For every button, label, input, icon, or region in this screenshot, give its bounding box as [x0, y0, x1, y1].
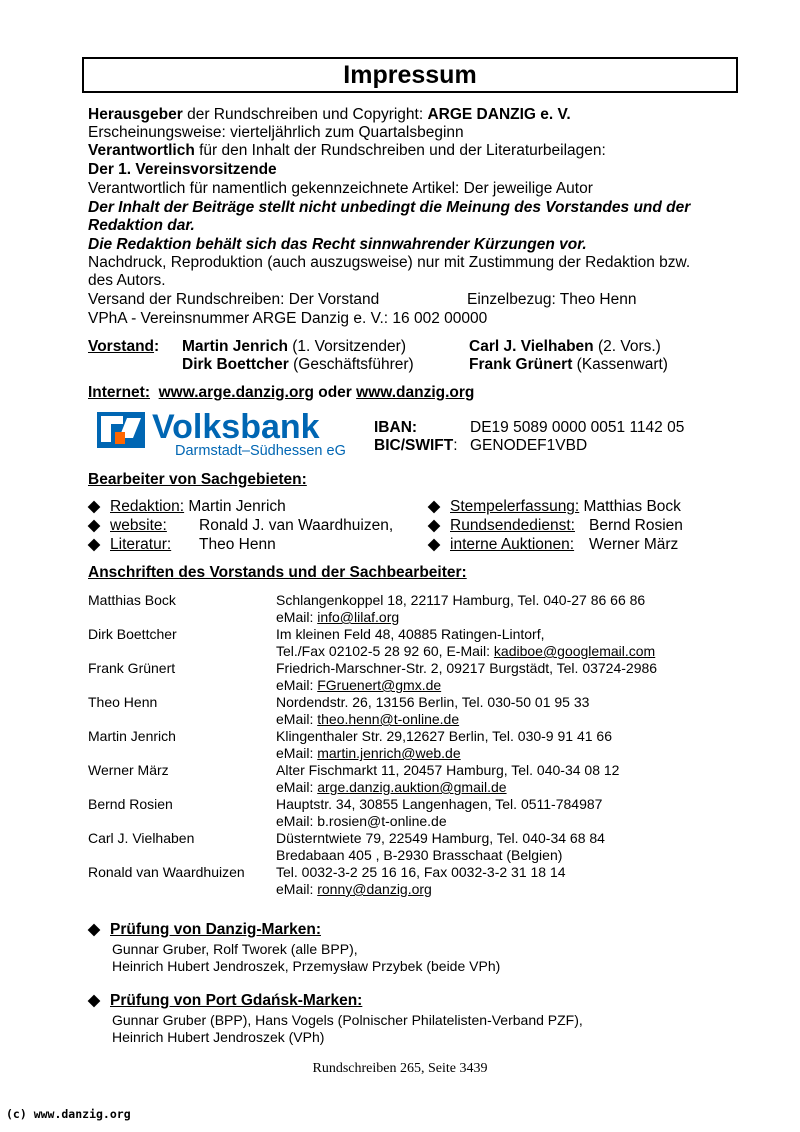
- email-link[interactable]: kadiboe@googlemail.com: [493, 643, 656, 659]
- disclaimer-line-1: Der Inhalt der Beiträge stellt nicht unbedingt die Meinung des Vorstandes und der: [88, 199, 691, 216]
- bearbeiter-heading: Bearbeiter von Sachgebieten:: [88, 471, 307, 488]
- address-name: Martin Jenrich: [88, 728, 176, 744]
- address-line-2: [276, 779, 507, 796]
- address-name: Theo Henn: [88, 694, 158, 710]
- bearbeiter-item: Literatur:: [88, 536, 171, 554]
- pruefung-gdansk-heading: Prüfung von Port Gdańsk-Marken:: [88, 992, 362, 1010]
- email-link[interactable]: ronny@danzig.org: [317, 881, 432, 897]
- address-name: Dirk Boettcher: [88, 626, 177, 642]
- author-line: Verantwortlich für namentlich gekennzeichnete Artikel: Der jeweilige Autor: [88, 180, 593, 197]
- responsible-line: [88, 142, 606, 160]
- address-line-1: Tel. 0032-3-2 25 16 16, Fax 0032-3-2 31 18 14: [276, 864, 566, 880]
- email-link[interactable]: info@lilaf.org: [317, 609, 400, 625]
- address-line-2: [276, 677, 441, 694]
- pruefung-gdansk-line-1: Gunnar Gruber (BPP), Hans Vogels (Polnischer Philatelisten-Verband PZF),: [112, 1012, 583, 1028]
- bearbeiter-name: Theo Henn: [199, 536, 276, 553]
- website-link-1[interactable]: www.arge.danzig.org: [158, 384, 314, 401]
- copyright-footer: (c) www.danzig.org: [6, 1107, 131, 1121]
- chair-line: Der 1. Vereinsvorsitzende: [88, 161, 277, 178]
- board-member-1: Martin Jenrich (1. Vorsitzender): [182, 338, 406, 355]
- address-line-2-text: eMail:: [276, 881, 318, 897]
- publisher-text: der Rundschreiben und Copyright:: [182, 106, 428, 123]
- address-line-2-text: eMail:: [276, 677, 318, 693]
- address-line-2: [276, 609, 399, 626]
- diamond-bullet-icon: [88, 995, 101, 1008]
- disclaimer-line-2: Redaktion dar.: [88, 217, 195, 234]
- address-line-1: Nordendstr. 26, 13156 Berlin, Tel. 030-50 01 95 33: [276, 694, 590, 710]
- email-link[interactable]: theo.henn@t-online.de: [317, 711, 460, 727]
- board-label: Vorstand:: [88, 338, 160, 355]
- address-name: Frank Grünert: [88, 660, 176, 676]
- pruefung-danzig-line-2: Heinrich Hubert Jendroszek, Przemysław Przybek (beide VPh): [112, 958, 501, 974]
- address-line-2-text: eMail:: [276, 745, 318, 761]
- email-link[interactable]: arge.danzig.auktion@gmail.de: [317, 779, 507, 795]
- diamond-bullet-icon: [88, 924, 101, 937]
- pruefung-gdansk-line-2: Heinrich Hubert Jendroszek (VPh): [112, 1029, 325, 1045]
- publisher-org: ARGE DANZIG e. V.: [427, 106, 571, 123]
- single-order-line: Einzelbezug: Theo Henn: [467, 291, 637, 308]
- bearbeiter-item: Stempelerfassung: Matthias Bock: [428, 498, 681, 516]
- address-line-2: [276, 813, 447, 830]
- volksbank-sub: Darmstadt–Südhessen eG: [175, 443, 346, 459]
- editing-rights-line: Die Redaktion behält sich das Recht sinnwahrender Kürzungen vor.: [88, 236, 587, 253]
- address-line-2-text: eMail: b.rosien@t-online.de: [276, 813, 447, 829]
- reprint-line-1: Nachdruck, Reproduktion (auch auszugsweise) nur mit Zustimmung der Redaktion bzw.: [88, 254, 691, 271]
- address-name: Ronald van Waardhuizen: [88, 864, 245, 880]
- address-name: Carl J. Vielhaben: [88, 830, 195, 846]
- board-member-4: Frank Grünert (Kassenwart): [469, 356, 668, 373]
- page-footer: Rundschreiben 265, Seite 3439: [312, 1061, 488, 1076]
- iban-value: DE19 5089 0000 0051 1142 05: [470, 419, 685, 436]
- reprint-line-2: des Autors.: [88, 272, 166, 289]
- bearbeiter-name: Ronald J. van Waardhuizen,: [199, 517, 394, 534]
- address-line-2: [276, 711, 459, 728]
- bearbeiter-item: Redaktion: Martin Jenrich: [88, 498, 286, 516]
- address-line-1: Schlangenkoppel 18, 22117 Hamburg, Tel. 040-27 86 66 86: [276, 592, 646, 608]
- address-line-2: [276, 881, 432, 898]
- board-member-3: Dirk Boettcher (Geschäftsführer): [182, 356, 414, 373]
- bearbeiter-name: Bernd Rosien: [589, 517, 683, 534]
- diamond-bullet-icon: [88, 539, 101, 552]
- page-title: Impressum: [82, 57, 738, 93]
- internet-line: Internet: www.arge.danzig.org oder www.danzig.org: [88, 384, 475, 401]
- address-line-2-text: eMail:: [276, 711, 318, 727]
- diamond-bullet-icon: [428, 520, 441, 533]
- bearbeiter-item: interne Auktionen:: [428, 536, 574, 554]
- bearbeiter-item: website:: [88, 517, 167, 535]
- address-name: Werner März: [88, 762, 169, 778]
- address-line-1: Im kleinen Feld 48, 40885 Ratingen-Lintorf,: [276, 626, 545, 642]
- pruefung-danzig-heading: Prüfung von Danzig-Marken:: [88, 921, 321, 939]
- volksbank-logo-icon: [97, 412, 145, 448]
- internet-label: Internet:: [88, 384, 150, 401]
- board-member-2: Carl J. Vielhaben (2. Vors.): [469, 338, 661, 355]
- diamond-bullet-icon: [428, 501, 441, 514]
- address-line-2-text: eMail:: [276, 779, 318, 795]
- address-line-2: [276, 847, 562, 864]
- address-line-1: Alter Fischmarkt 11, 20457 Hamburg, Tel. 040-34 08 12: [276, 762, 620, 778]
- bic-line: BIC/SWIFT:: [374, 437, 458, 454]
- responsible-label: Verantwortlich: [88, 142, 195, 159]
- diamond-bullet-icon: [88, 501, 101, 514]
- address-line-1: Hauptstr. 34, 30855 Langenhagen, Tel. 0511-784987: [276, 796, 603, 812]
- address-line-1: Düsterntwiete 79, 22549 Hamburg, Tel. 040-34 68 84: [276, 830, 605, 846]
- frequency-line: Erscheinungsweise: vierteljährlich zum Quartalsbeginn: [88, 124, 464, 141]
- email-link[interactable]: FGruenert@gmx.de: [317, 677, 442, 693]
- address-line-1: Klingenthaler Str. 29,12627 Berlin, Tel. 030-9 91 41 66: [276, 728, 612, 744]
- responsible-text: für den Inhalt der Rundschreiben und der Literaturbeilagen:: [194, 142, 606, 159]
- bic-value: GENODEF1VBD: [470, 437, 588, 454]
- publisher-line: [88, 106, 571, 124]
- pruefung-danzig-line-1: Gunnar Gruber, Rolf Tworek (alle BPP),: [112, 941, 358, 957]
- website-link-2[interactable]: www.danzig.org: [356, 384, 475, 401]
- volksbank-name: Volksbank: [152, 408, 320, 446]
- address-line-2-text: eMail:: [276, 609, 318, 625]
- address-line-1: Friedrich-Marschner-Str. 2, 09217 Burgstädt, Tel. 03724-2986: [276, 660, 658, 676]
- address-line-2: [276, 745, 461, 762]
- shipping-line: Versand der Rundschreiben: Der Vorstand: [88, 291, 380, 308]
- address-name: Bernd Rosien: [88, 796, 173, 812]
- iban-label: IBAN:: [374, 419, 418, 436]
- address-line-2-text: Bredabaan 405 , B-2930 Brasschaat (Belgien): [276, 847, 563, 863]
- publisher-label: Herausgeber: [88, 106, 183, 123]
- addresses-heading: Anschriften des Vorstands und der Sachbearbeiter:: [88, 564, 467, 581]
- address-line-2: [276, 643, 655, 660]
- bearbeiter-name: Werner März: [589, 536, 679, 553]
- email-link[interactable]: martin.jenrich@web.de: [317, 745, 461, 761]
- address-line-2-text: Tel./Fax 02102-5 28 92 60, E-Mail:: [276, 643, 494, 659]
- diamond-bullet-icon: [428, 539, 441, 552]
- diamond-bullet-icon: [88, 520, 101, 533]
- bearbeiter-item: Rundsendedienst:: [428, 517, 575, 535]
- association-number-line: VPhA - Vereinsnummer ARGE Danzig e. V.: 16 002 00000: [88, 310, 488, 327]
- address-name: Matthias Bock: [88, 592, 176, 608]
